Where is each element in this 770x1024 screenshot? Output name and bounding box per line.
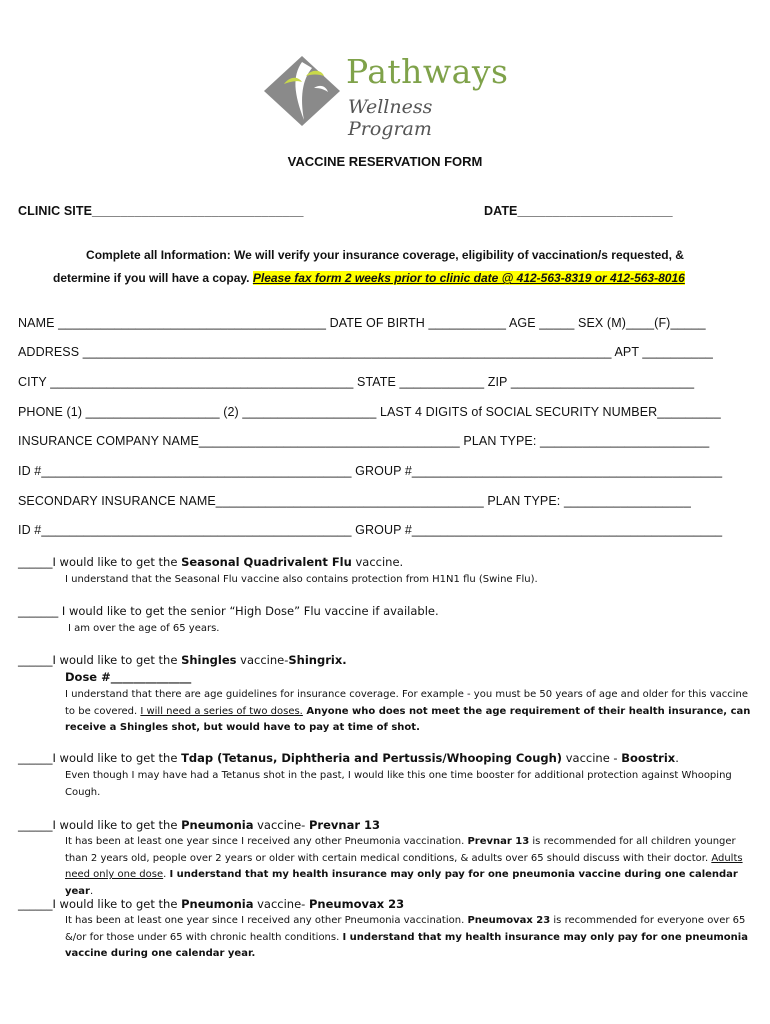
shingles-note-underline: I will need a series of two doses. [140, 705, 303, 717]
prevnar-note-3: . [163, 869, 170, 880]
pneumovax-brand: Pneumovax 23 [308, 897, 405, 911]
flu-post: vaccine. [351, 555, 404, 569]
pneumovax-note-1: It has been at least one year since I received any other Pneumonia vaccination. [65, 915, 468, 926]
high-dose-text: I would like to get the senior “High Dose” Flu vaccine if available. [58, 604, 439, 618]
prevnar-note-1: It has been at least one year since I received any other Pneumonia vaccination. [65, 836, 468, 847]
secondary-id-group-row[interactable]: ID #____________________________________________ GROUP #____________________________________________ [18, 523, 723, 537]
prevnar-note-2: is recommended for all children younger than 2 years old, people over 2 years or older with certain medical conditions, & adults over 65 should discuss with their doctor. [65, 836, 736, 864]
shingles-mid: vaccine- [236, 653, 289, 667]
tdap-note: Even though I may have had a Tetanus shot in the past, I would like this one time booster for additional protection against Whooping Cough. [65, 770, 732, 798]
shingles-note [65, 687, 755, 737]
pneumovax-pre: I would like to get the [52, 897, 182, 911]
pneumovax-note-bold-2: I understand that my health insurance may only pay for one pneumonia vaccine during one calendar year. [65, 931, 748, 959]
date-field[interactable]: DATE______________________ [484, 204, 673, 218]
shingles-option[interactable] [18, 653, 347, 667]
city-state-zip-row[interactable]: CITY ___________________________________________ STATE ____________ ZIP __________________________ [18, 375, 695, 389]
pneumovax-note [65, 913, 757, 963]
logo-title: Pathways [346, 52, 509, 91]
logo-subtitle: Wellness Program [348, 96, 433, 140]
tdap-end: . [675, 751, 679, 765]
form-title: VACCINE RESERVATION FORM [287, 154, 483, 169]
shingles-blank[interactable]: ______ [18, 653, 53, 667]
high-dose-note: I am over the age of 65 years. [68, 623, 220, 634]
tdap-brand: Boostrix [621, 751, 676, 765]
pneumovax-option[interactable] [18, 897, 404, 911]
address-row[interactable]: ADDRESS ___________________________________________________________________________ APT __________ [18, 345, 713, 359]
prevnar-brand: Prevnar 13 [308, 818, 381, 832]
pneumovax-mid: vaccine- [253, 897, 309, 911]
prevnar-note-bold-1: Prevnar 13 [467, 836, 530, 847]
pneumovax-name: Pneumonia [181, 897, 254, 911]
high-dose-option[interactable] [18, 604, 439, 618]
name-dob-age-sex-row[interactable]: NAME ______________________________________ DATE OF BIRTH ___________ AGE _____ SEX (M)____(F)_____ [18, 316, 706, 330]
shingles-pre: I would like to get the [52, 653, 182, 667]
prevnar-note-bold-2: I understand that my health insurance may only pay for one pneumonia vaccine during one calendar year [65, 869, 738, 897]
pathways-leaf-logo-icon [262, 54, 342, 128]
prevnar-blank[interactable]: ______ [18, 818, 53, 832]
phone-ssn-row[interactable]: PHONE (1) ___________________ (2) ___________________ LAST 4 DIGITS of SOCIAL SECURITY NUMBER_________ [18, 405, 721, 419]
flu-pre: I would like to get the [52, 555, 182, 569]
prevnar-option[interactable] [18, 818, 380, 832]
intro-copay-text: determine if you will have a copay. [53, 271, 250, 285]
pneumovax-note-2: is recommended for everyone over 65 &/or for those under 65 with chronic health conditions. [65, 915, 746, 943]
shingles-note-1: I understand that there are age guidelines for insurance coverage. For example - you must be 50 years of age and older for this vaccine to be covered. [65, 689, 748, 717]
tdap-option[interactable] [18, 751, 679, 765]
shingles-dose-field[interactable]: Dose #______________ [65, 670, 192, 684]
shingles-note-bold: Anyone who does not meet the age requirement of their health insurance, can receive a Shingles shot, but would have to pay at time of shot. [65, 705, 751, 733]
prevnar-note-underline: Adults need only one dose [65, 852, 743, 880]
prevnar-name: Pneumonia [181, 818, 254, 832]
secondary-insurance-row[interactable]: SECONDARY INSURANCE NAME______________________________________ PLAN TYPE: __________________ [18, 494, 691, 508]
high-dose-blank[interactable]: _______ [18, 604, 59, 618]
flu-blank[interactable]: ______ [18, 555, 53, 569]
shingles-name: Shingles [181, 653, 237, 667]
pneumovax-blank[interactable]: ______ [18, 897, 53, 911]
prevnar-note [65, 834, 757, 900]
pneumovax-note-bold-1: Pneumovax 23 [467, 915, 551, 926]
flu-vaccine-option[interactable] [18, 555, 403, 569]
flu-note: I understand that the Seasonal Flu vaccine also contains protection from H1N1 flu (Swine Flu). [65, 574, 538, 585]
flu-name: Seasonal Quadrivalent Flu [181, 555, 352, 569]
tdap-mid: vaccine - [562, 751, 622, 765]
intro-line-1: Complete all Information: We will verify your insurance coverage, eligibility of vaccination/s requested, & [86, 248, 684, 262]
fax-instruction: Please fax form 2 weeks prior to clinic date @ 412-563-8319 or 412-563-8016 [252, 271, 685, 285]
tdap-blank[interactable]: ______ [18, 751, 53, 765]
prevnar-mid: vaccine- [253, 818, 309, 832]
clinic-site-field[interactable]: CLINIC SITE______________________________ [18, 204, 304, 218]
intro-line-2 [53, 271, 685, 285]
shingles-brand: Shingrix. [288, 653, 347, 667]
prevnar-pre: I would like to get the [52, 818, 182, 832]
prevnar-note-4: . [89, 885, 94, 897]
tdap-pre: I would like to get the [52, 751, 182, 765]
id-group-row[interactable]: ID #____________________________________________ GROUP #____________________________________________ [18, 464, 723, 478]
insurance-company-row[interactable]: INSURANCE COMPANY NAME_____________________________________ PLAN TYPE: ________________________ [18, 434, 710, 448]
pathways-logo [262, 52, 522, 140]
tdap-name: Tdap (Tetanus, Diphtheria and Pertussis/Whooping Cough) [181, 751, 563, 765]
